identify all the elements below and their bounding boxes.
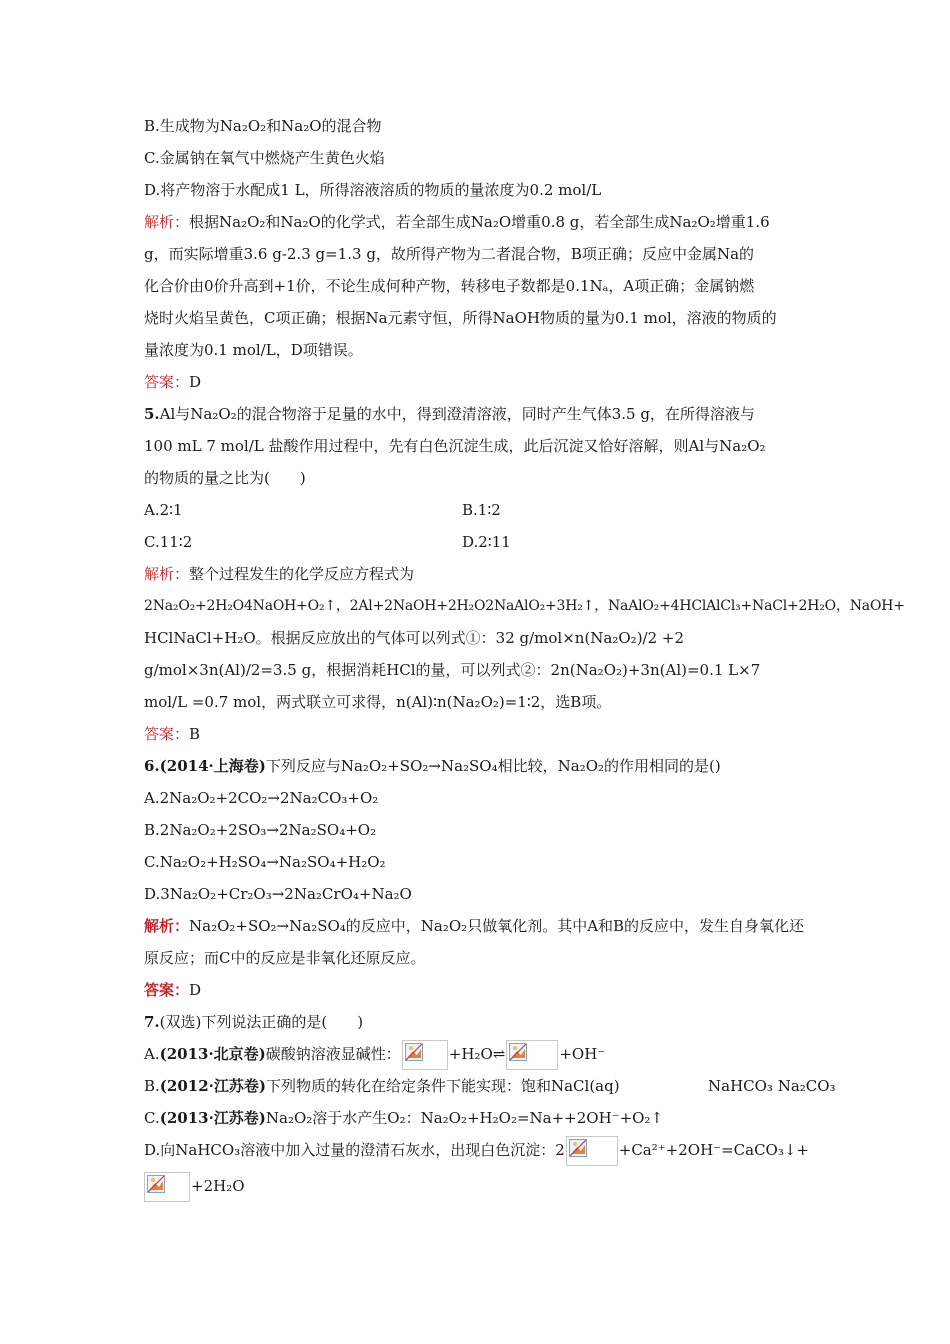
analysis-line <box>144 558 812 590</box>
source-tag: (2013·江苏卷) <box>159 1109 266 1127</box>
answer-value: D <box>189 373 202 391</box>
analysis-text: Na₂O₂+SO₂→Na₂SO₄的反应中，Na₂O₂只做氧化剂。其中A和B的反应中，发生自身氧化还 <box>189 917 805 935</box>
text-line: g，而实际增重3.6 g-2.3 g=1.3 g，故所得产物为二者混合物，B项正确；反应中金属Na的 <box>144 245 755 263</box>
question-line <box>144 398 812 430</box>
question-line <box>144 750 812 782</box>
broken-image-icon <box>144 1172 190 1202</box>
broken-image-icon <box>566 1136 618 1166</box>
analysis-line <box>144 910 812 942</box>
text-line: 的物质的量之比为( ) <box>144 469 306 487</box>
text-line: 化合价由0价升高到+1价，不论生成何种产物，转移电子数都是0.1Nₐ，A项正确；金属钠燃 <box>144 277 755 295</box>
text-line: HClNaCl+H₂O。根据反应放出的气体可以列式①：32 g/mol×n(Na₂O₂)/2 +2 <box>144 629 685 647</box>
text-line: 量浓度为0.1 mol/L，D项错误。 <box>144 341 363 359</box>
analysis-text: 整个过程发生的化学反应方程式为 <box>189 565 415 583</box>
broken-image-icon <box>506 1040 558 1070</box>
option-a: A.2∶1 <box>144 501 183 519</box>
answer-value: B <box>189 725 201 743</box>
analysis-label: 解析： <box>144 565 190 583</box>
text-line: D.将产物溶于水配成1 L，所得溶液溶质的物质的量浓度为0.2 mol/L <box>144 181 602 199</box>
broken-image-icon <box>402 1040 448 1070</box>
question-number: 7. <box>144 1013 160 1031</box>
analysis-label: 解析： <box>144 213 190 231</box>
answer-line <box>144 718 812 750</box>
equation-text: +Ca²⁺+2OH⁻=CaCO₃↓+ <box>618 1141 809 1159</box>
text-line: 100 mL 7 mol/L 盐酸作用过程中，先有白色沉淀生成，此后沉淀又恰好溶解，则Al与Na₂O₂ <box>144 437 766 455</box>
text-line: D.3Na₂O₂+Cr₂O₃→2Na₂CrO₄+Na₂O <box>144 885 412 903</box>
equation-text: +OH⁻ <box>559 1045 606 1063</box>
option-b: B.1∶2 <box>462 501 501 519</box>
equation-text: +2H₂O <box>191 1177 245 1195</box>
question-number: 6.(2014·上海卷) <box>144 757 266 775</box>
question-line <box>144 1006 812 1038</box>
text-line: A.2Na₂O₂+2CO₂→2Na₂CO₃+O₂ <box>144 789 379 807</box>
option-text: D.向NaHCO₃溶液中加入过量的澄清石灰水，出现白色沉淀：2 <box>144 1141 565 1159</box>
option-line <box>144 1102 812 1134</box>
option-d: D.2∶11 <box>462 533 511 551</box>
option-text: 碳酸钠溶液显碱性： <box>265 1045 401 1063</box>
text-line: mol/L =0.7 mol，两式联立可求得，n(Al)∶n(Na₂O₂)=1∶2，选B项。 <box>144 693 612 711</box>
option-text: Na₂O₂溶于水产生O₂：Na₂O₂+H₂O₂=Na++2OH⁻+O₂↑ <box>265 1109 664 1127</box>
question-text: (双选)下列说法正确的是( ) <box>159 1013 364 1031</box>
answer-label: 答案： <box>144 725 190 743</box>
answer-line <box>144 974 812 1006</box>
analysis-text: 根据Na₂O₂和Na₂O的化学式，若全部生成Na₂O增重0.8 g，若全部生成Na₂O₂增重1.6 <box>189 213 770 231</box>
conversion-products: NaHCO₃ Na₂CO₃ <box>708 1077 836 1095</box>
text-line: g/mol×3n(Al)/2=3.5 g，根据消耗HCl的量，可以列式②：2n(Na₂O₂)+3n(Al)=0.1 L×7 <box>144 661 761 679</box>
option-text: 下列物质的转化在给定条件下能实现：饱和NaCl(aq) <box>265 1077 620 1095</box>
equation-text: +H₂O⇌ <box>448 1045 506 1063</box>
option-line <box>144 1070 836 1102</box>
options-row <box>144 526 812 558</box>
option-line <box>144 1134 812 1166</box>
option-prefix: B. <box>144 1077 160 1095</box>
text-line: B.生成物为Na₂O₂和Na₂O的混合物 <box>144 117 382 135</box>
answer-line <box>144 366 812 398</box>
text-line: C.Na₂O₂+H₂SO₄→Na₂SO₄+H₂O₂ <box>144 853 386 871</box>
text-line: B.2Na₂O₂+2SO₃→2Na₂SO₄+O₂ <box>144 821 377 839</box>
text-line: 2Na₂O₂+2H₂O4NaOH+O₂↑，2Al+2NaOH+2H₂O2NaAlO₂+3H₂↑，NaAlO₂+4HClAlCl₃+NaCl+2H₂O，NaOH+ <box>144 598 905 614</box>
text-line: C.金属钠在氧气中燃烧产生黄色火焰 <box>144 149 385 167</box>
options-row <box>144 494 812 526</box>
option-line <box>144 1038 812 1070</box>
text-line: 烧时火焰呈黄色，C项正确；根据Na元素守恒，所得NaOH物质的量为0.1 mol，溶液的物质的 <box>144 309 777 327</box>
text-line: 原反应；而C中的反应是非氧化还原反应。 <box>144 949 426 967</box>
option-line <box>144 1166 812 1206</box>
source-tag: (2012·江苏卷) <box>159 1077 266 1095</box>
source-tag: (2013·北京卷) <box>159 1045 266 1063</box>
analysis-line <box>144 206 812 238</box>
answer-label: 答案： <box>144 981 190 999</box>
question-text: 下列反应与Na₂O₂+SO₂→Na₂SO₄相比较，Na₂O₂的作用相同的是() <box>265 757 721 775</box>
answer-value: D <box>189 981 202 999</box>
question-number: 5. <box>144 405 160 423</box>
option-c: C.11∶2 <box>144 533 193 551</box>
document-page <box>144 110 905 1206</box>
analysis-label: 解析： <box>144 917 190 935</box>
option-prefix: A. <box>144 1045 160 1063</box>
option-prefix: C. <box>144 1109 160 1127</box>
answer-label: 答案： <box>144 373 190 391</box>
question-text: Al与Na₂O₂的混合物溶于足量的水中，得到澄清溶液，同时产生气体3.5 g，在所得溶液与 <box>159 405 755 423</box>
